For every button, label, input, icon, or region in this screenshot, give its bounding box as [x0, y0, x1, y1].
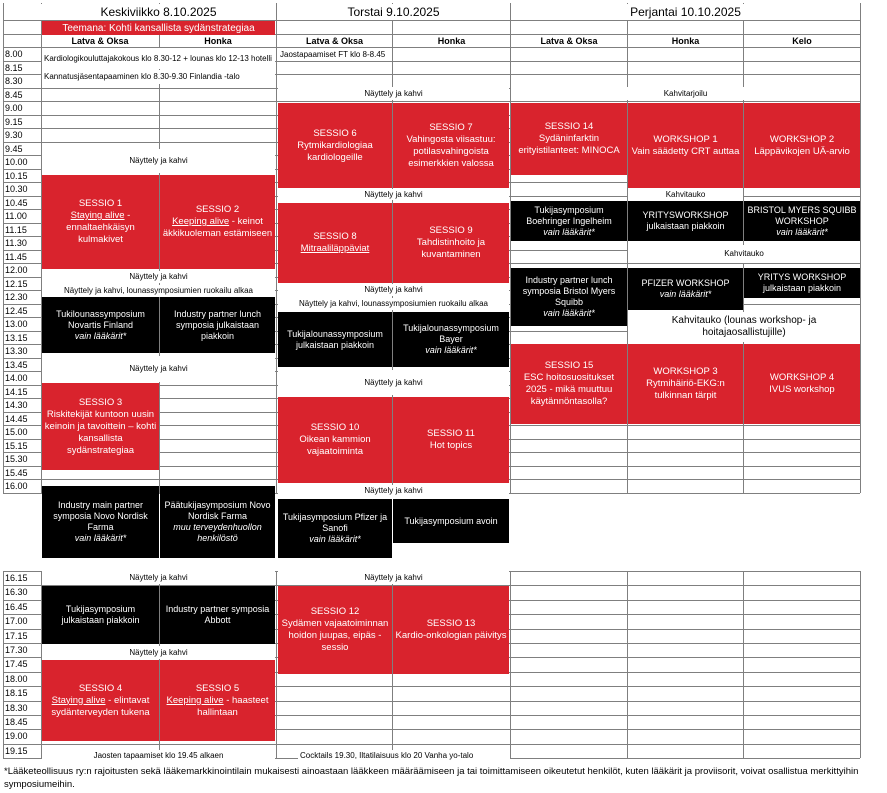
workshop-1-title: WORKSHOP 1	[653, 133, 718, 145]
grid-column-line	[627, 571, 628, 758]
break-coffee-thu-2: Näyttely ja kahvi	[278, 189, 509, 200]
session-12-title: SESSIO 12	[310, 606, 360, 617]
break-coffee-wed-1: Näyttely ja kahvi	[42, 149, 275, 173]
note-jaosten-tapaamiset: Jaosten tapaamiset klo 19.45 alkaen	[42, 750, 275, 762]
symposium-pfizer-sanofi	[278, 499, 392, 558]
symposium-boehringer	[511, 201, 627, 241]
symposium-pfizer-sanofi-restriction: vain lääkärit*	[309, 534, 361, 544]
time-label: 13.15	[5, 332, 28, 343]
symposium-pfizer-sanofi-title: Tukijasymposium Pfizer ja Sanofi	[282, 512, 388, 533]
workshop-3-title: WORKSHOP 3	[653, 366, 718, 377]
session-15	[511, 344, 627, 424]
room-header-latva: Latva & Oksa	[540, 35, 598, 46]
break-coffee-thu-5: Näyttely ja kahvi	[278, 485, 509, 497]
time-label: 9.30	[5, 129, 23, 140]
note-kannatusjasentapaaminen: Kannatusjäsentapaaminen klo 8.30-9.30 Finlandia -talo	[42, 70, 275, 84]
session-5-title-part2: - haasteet hallintaan	[197, 694, 269, 718]
time-label: 9.45	[5, 143, 23, 154]
time-label: 11.45	[5, 251, 27, 262]
room-header-honka: Honka	[204, 35, 232, 46]
session-6	[278, 103, 392, 188]
time-label: 17.30	[5, 644, 28, 655]
symposium-novo-main-title: Industry main partner symposia Novo Nordisk Farma	[53, 500, 148, 532]
room-header-latva: Latva & Oksa	[305, 35, 364, 46]
symposium-novo-main	[42, 486, 159, 558]
session-9-topic: Tahdistinhoito ja kuvantaminen	[416, 237, 486, 260]
workshop-bms-title: BRISTOL MYERS SQUIBB WORKSHOP	[747, 204, 857, 226]
time-label: 10.30	[5, 183, 28, 194]
session-3-topic: Riskitekijät kuntoon uusin keinoin ja tavoittein – kohti kansallista sydänstrategiaa	[44, 408, 157, 456]
session-5	[160, 660, 275, 741]
session-4-title-part2: - elintavat sydänterveyden tukena	[51, 694, 150, 718]
session-14-title: SESSIO 14	[544, 121, 594, 132]
break-lunch-wed: Näyttely ja kahvi, lounassymposiumien ruokailu alkaa	[42, 285, 275, 297]
time-label: 10.00	[5, 156, 28, 167]
time-label: 18.15	[5, 687, 28, 698]
symposium-wed-piakkoin: Tukijasymposium julkaistaan piakkoin	[42, 586, 159, 644]
symposium-bms-lunch-restriction: vain lääkärit*	[543, 308, 595, 318]
time-label: 15.45	[5, 467, 28, 478]
workshop-3	[628, 344, 743, 424]
session-13	[393, 586, 509, 674]
workshop-3-topic: Rytmihäiriö-EKG:n tulkinnan tärpit	[646, 378, 725, 401]
theme-banner: Teemana: Kohti kansallista sydänstrategiaa	[42, 21, 275, 35]
time-label: 13.30	[5, 345, 28, 356]
symposium-novartis-restriction: vain lääkärit*	[74, 330, 127, 341]
session-15-topic: ESC hoitosuositukset 2025 - mikä muuttuu käytännöntasolla?	[523, 372, 615, 407]
time-label: 18.30	[5, 702, 28, 713]
grid-column-line	[510, 571, 511, 758]
time-label: 13.45	[5, 359, 28, 370]
time-label: 15.15	[5, 440, 28, 451]
symposium-novo-paatuki-title: Päätukijasymposium Novo Nordisk Farma	[164, 500, 271, 521]
symposium-novartis	[42, 297, 159, 353]
time-label: 16.30	[5, 586, 28, 597]
session-13-title: SESSIO 13	[426, 618, 476, 629]
break-coffee-thu-3: Näyttely ja kahvi	[278, 284, 509, 296]
note-jaostapaamiset: Jaostapaamiset FT klo 8-8.45	[278, 48, 392, 61]
time-label: 11.15	[5, 224, 27, 235]
time-label: 18.00	[5, 673, 28, 684]
time-label: 19.15	[5, 745, 28, 756]
symposium-bayer-title: Tukijalounassymposium Bayer	[403, 323, 499, 344]
time-label: 8.15	[5, 62, 23, 73]
break-coffee-wed-2: Näyttely ja kahvi	[42, 271, 275, 283]
session-4-title: SESSIO 4	[78, 682, 123, 694]
note-kardiologikouluttajakokous: Kardiologikouluttajakokous klo 8.30-12 + lounas klo 12-13 hotelli	[42, 48, 275, 69]
session-2-title-part2: - keinot äkkikuoleman estämiseen	[162, 216, 273, 239]
session-13-topic: Kardio-onkologian päivitys	[395, 630, 507, 641]
symposium-abbott: Industry partner symposia Abbott	[160, 586, 275, 644]
time-label: 14.15	[5, 386, 28, 397]
time-label: 15.30	[5, 453, 28, 464]
room-header-latva: Latva & Oksa	[71, 35, 129, 46]
symposium-boehringer-restriction: vain lääkärit*	[543, 226, 595, 237]
session-12-topic: Sydämen vajaatoiminnan hoidon juupas, eipäs -sessio	[281, 618, 389, 653]
session-7-topic: Vahingosta viisastuu: potilasvahingoista esimerkkien valossa	[406, 133, 496, 169]
session-14-topic: Sydäninfarktin erityistilanteet: MINOCA	[518, 133, 620, 156]
grid-row-line	[3, 744, 860, 745]
break-kahvitauko-fri-2: Kahvitauko	[628, 245, 860, 263]
workshop-pfizer-restriction: vain lääkärit*	[659, 289, 712, 299]
symposium-bms-lunch	[511, 268, 627, 326]
session-12	[278, 586, 392, 674]
symposium-novartis-title: Tukilounassymposium Novartis Finland	[56, 308, 145, 330]
break-coffee-thu-6: Näyttely ja kahvi	[278, 571, 509, 584]
session-5-title-part1: Keeping alive	[166, 694, 224, 706]
note-cocktails: Cocktails 19.30, Iltatilaisuus klo 20 Vanha yo-talo	[298, 750, 510, 762]
workshop-1	[628, 103, 743, 188]
time-label: 17.15	[5, 630, 28, 641]
symposium-boehringer-title: Tukijasymposium Boehringer Ingelheim	[526, 204, 612, 226]
time-label: 12.00	[5, 264, 28, 275]
break-coffee-wed-5: Näyttely ja kahvi	[42, 646, 275, 659]
grid-column-line	[276, 571, 277, 758]
workshop-2-topic: Läppävikojen UÄ-arvio	[754, 145, 850, 157]
session-4-title-part1: Staying alive	[51, 694, 106, 706]
session-3	[42, 383, 159, 470]
time-label: 12.15	[5, 278, 28, 289]
break-kahvitauko-fri-1: Kahvitauko	[628, 189, 743, 200]
session-2-title-part1: Keeping alive	[172, 216, 230, 227]
time-label: 10.45	[5, 197, 28, 208]
time-label: 19.00	[5, 730, 28, 741]
session-2	[160, 175, 275, 269]
grid-column-line	[860, 571, 861, 758]
time-label: 16.00	[5, 480, 28, 491]
time-label: 11.30	[5, 237, 27, 248]
session-10-title: SESSIO 10	[310, 422, 360, 433]
workshop-yritys-2: YRITYS WORKSHOP julkaistaan piakkoin	[744, 268, 860, 298]
symposium-novo-main-restriction: vain lääkärit*	[74, 533, 127, 543]
workshop-2	[744, 103, 860, 188]
session-15-title: SESSIO 15	[544, 360, 594, 371]
room-header-honka: Honka	[671, 35, 700, 46]
workshop-4	[744, 344, 860, 424]
session-14	[511, 103, 627, 175]
workshop-pfizer-title: PFIZER WORKSHOP	[641, 278, 730, 288]
grid-row-line	[3, 101, 860, 102]
session-8	[278, 203, 392, 283]
day-header-thu: Torstai 9.10.2025	[277, 4, 510, 20]
break-coffee-wed-3: Näyttely ja kahvi	[42, 356, 275, 382]
time-label: 12.45	[5, 305, 28, 316]
session-5-title: SESSIO 5	[195, 682, 240, 694]
break-coffee-thu-4: Näyttely ja kahvi	[278, 370, 509, 395]
grid-column-line	[276, 3, 277, 493]
session-8-title: SESSIO 8	[313, 231, 357, 242]
break-coffee-thu-1: Näyttely ja kahvi	[278, 87, 509, 100]
break-kahvitauko-lounas: Kahvitauko (lounas workshop- ja hoitajaosallistujille)	[628, 312, 860, 342]
workshop-4-title: WORKSHOP 4	[769, 372, 835, 383]
session-8-topic: Mitraaliläppäviat	[300, 243, 370, 254]
session-11	[393, 397, 509, 483]
time-label: 17.00	[5, 615, 28, 626]
time-label: 14.30	[5, 399, 28, 410]
break-coffee-fri-1: Kahvitarjoilu	[511, 87, 860, 100]
symposium-novo-paatuki	[160, 486, 275, 558]
time-label: 11.00	[5, 210, 27, 221]
workshop-1-topic: Vain säädetty CRT auttaa	[631, 145, 740, 157]
time-label: 17.45	[5, 658, 28, 669]
day-header-fri: Perjantai 10.10.2025	[511, 4, 860, 20]
session-1-title: SESSIO 1	[78, 198, 123, 209]
time-label: 9.00	[5, 102, 23, 113]
session-7-title: SESSIO 7	[429, 121, 473, 133]
session-11-title: SESSIO 11	[427, 428, 475, 439]
symposium-avoin: Tukijasymposium avoin	[393, 499, 509, 543]
room-header-kelo: Kelo	[792, 35, 812, 46]
symposium-novo-paatuki-audience: muu terveydenhuollon henkilöstö	[173, 522, 262, 543]
session-3-title: SESSIO 3	[78, 396, 123, 408]
time-label: 9.15	[5, 116, 23, 127]
time-label: 8.45	[5, 89, 23, 100]
grid-column-line	[743, 571, 744, 758]
time-label: 8.30	[5, 75, 23, 86]
session-1-title-part2: - ennaltaehkäisyn kulmakivet	[66, 210, 135, 245]
time-label: 14.45	[5, 413, 28, 424]
time-label: 8.00	[5, 48, 23, 59]
session-6-title: SESSIO 6	[313, 127, 357, 139]
workshop-bms	[744, 201, 860, 241]
time-label: 16.45	[5, 601, 28, 612]
session-11-topic: Hot topics	[429, 440, 473, 451]
session-1-title-part1: Staying alive	[70, 210, 125, 221]
time-label: 10.15	[5, 170, 28, 181]
workshop-4-topic: IVUS workshop	[769, 384, 835, 395]
workshop-bms-restriction: vain lääkärit*	[776, 226, 828, 237]
symposium-bayer-restriction: vain lääkärit*	[425, 345, 477, 355]
session-6-topic: Rytmikardiologiaa kardiologeille	[297, 139, 373, 163]
symposium-thu-lunch: Tukijalounassymposium julkaistaan piakkoin	[278, 312, 392, 367]
session-4	[42, 660, 159, 741]
session-7	[393, 103, 509, 188]
time-label: 13.00	[5, 318, 28, 329]
session-10	[278, 397, 392, 483]
workshop-yritys-1: YRITYSWORKSHOP julkaistaan piakkoin	[628, 201, 743, 241]
time-label: 16.15	[5, 572, 28, 583]
time-label: 15.00	[5, 426, 28, 437]
session-9-title: SESSIO 9	[429, 225, 473, 236]
day-header-wed: Keskiviikko 8.10.2025	[41, 4, 276, 20]
session-10-topic: Oikean kammion vajaatoiminta	[299, 434, 371, 457]
footnote: *Lääketeollisuus ry:n rajoitusten sekä lääkemarkkinointilain mukaisesti ainoastaan lääkkeen määräämiseen ja tai toimittamiseen oikeutetut henkilöt, kuten lääkärit ja proviisorit, voivat osallistua merkittyihin symposiumeihin.	[4, 766, 859, 790]
session-9	[393, 203, 509, 283]
grid-column-line	[860, 3, 861, 493]
time-label: 12.30	[5, 291, 28, 302]
session-1	[42, 175, 159, 269]
symposium-bms-lunch-title: Industry partner lunch symposia Bristol Myers Squibb	[522, 275, 616, 307]
time-label: 14.00	[5, 372, 28, 383]
break-lunch-thu: Näyttely ja kahvi, lounassymposiumien ruokailu alkaa	[278, 298, 509, 310]
time-label: 18.45	[5, 716, 28, 727]
symposium-bayer	[393, 312, 509, 367]
symposium-industry-lunch: Industry partner lunch symposia julkaistaan piakkoin	[160, 297, 275, 353]
break-coffee-wed-4: Näyttely ja kahvi	[42, 571, 275, 584]
workshop-2-title: WORKSHOP 2	[769, 133, 835, 145]
workshop-pfizer	[628, 268, 743, 310]
session-2-title: SESSIO 2	[195, 204, 240, 215]
room-header-honka: Honka	[437, 35, 466, 46]
